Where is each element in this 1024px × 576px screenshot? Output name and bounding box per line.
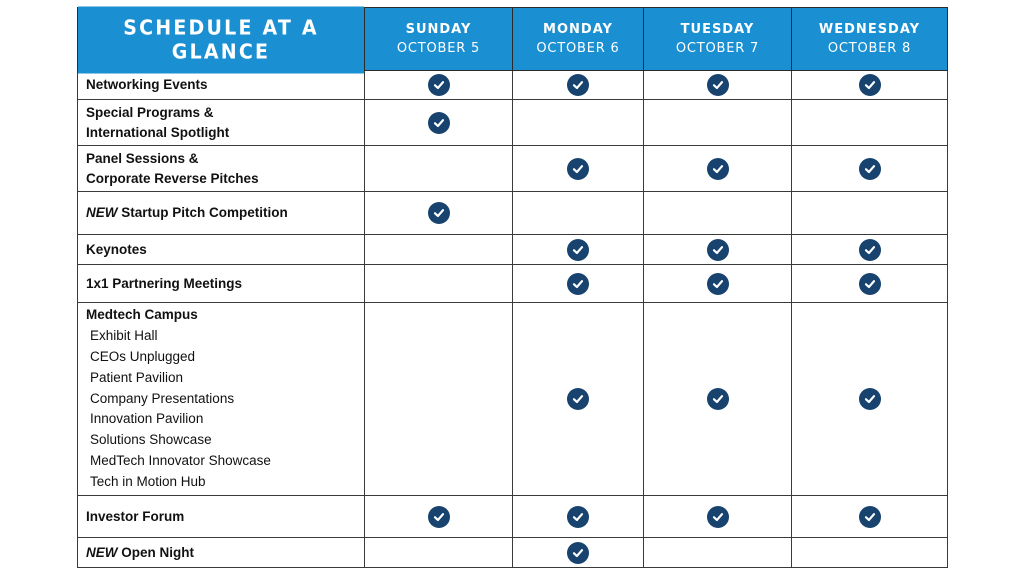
sub-item: MedTech Innovator Showcase (90, 452, 271, 468)
activity-title: Networking Events (86, 77, 208, 92)
day-cell (365, 192, 513, 235)
table-row (78, 538, 948, 568)
check-circle-icon (707, 239, 729, 261)
new-tag: NEW (86, 544, 118, 560)
day-header-monday (513, 8, 644, 71)
check-circle-icon (707, 388, 729, 410)
day-cell (644, 265, 792, 303)
day-cell (792, 192, 948, 235)
check-circle-icon (707, 158, 729, 180)
day-cell (513, 71, 644, 100)
check-circle-icon (567, 542, 589, 564)
check-circle-icon (859, 239, 881, 261)
day-cell (644, 496, 792, 538)
activity-label (78, 235, 365, 265)
activity-title: International Spotlight (86, 124, 230, 140)
day-cell (644, 146, 792, 192)
header-row (78, 8, 948, 71)
sub-item: Innovation Pavilion (90, 411, 204, 427)
day-cell (644, 192, 792, 235)
schedule-title: SCHEDULE AT A GLANCE (78, 5, 365, 73)
day-cell (792, 265, 948, 303)
check-circle-icon (428, 506, 450, 528)
day-date: OCTOBER 6 (536, 41, 620, 56)
activity-label (78, 303, 365, 496)
day-cell (365, 496, 513, 538)
activity-label (78, 146, 365, 192)
check-circle-icon (428, 74, 450, 96)
check-circle-icon (859, 388, 881, 410)
check-circle-icon (859, 273, 881, 295)
sub-item: Company Presentations (90, 390, 235, 406)
table-row (78, 192, 948, 235)
activity-label (78, 100, 365, 146)
activity-title: Investor Forum (86, 508, 185, 524)
check-circle-icon (707, 273, 729, 295)
activity-title: 1x1 Partnering Meetings (86, 275, 243, 291)
day-name: MONDAY (543, 22, 613, 37)
check-circle-icon (859, 506, 881, 528)
day-cell (365, 71, 513, 100)
check-circle-icon (567, 74, 589, 96)
activity-title: Medtech Campus (86, 307, 198, 323)
activity-label (78, 71, 365, 100)
day-cell (792, 303, 948, 496)
check-circle-icon (428, 202, 450, 224)
new-tag: NEW (86, 205, 118, 220)
activity-title: Open Night (117, 544, 194, 560)
schedule-body (78, 71, 948, 568)
day-cell (792, 71, 948, 100)
day-cell (644, 235, 792, 265)
day-cell (365, 235, 513, 265)
table-row (78, 100, 948, 146)
day-cell (792, 496, 948, 538)
sub-item: Solutions Showcase (90, 432, 212, 448)
day-cell (513, 303, 644, 496)
day-cell (513, 235, 644, 265)
activity-label (78, 538, 365, 568)
activity-label (78, 192, 365, 235)
check-circle-icon (859, 74, 881, 96)
day-cell (365, 146, 513, 192)
day-date: OCTOBER 8 (827, 41, 912, 56)
activity-title: Keynotes (86, 241, 147, 257)
day-cell (513, 538, 644, 568)
activity-title: Panel Sessions & (86, 150, 199, 166)
check-circle-icon (707, 506, 729, 528)
sub-item: CEOs Unplugged (90, 349, 196, 364)
activity-label (78, 265, 365, 303)
day-name: SUNDAY (405, 22, 472, 37)
activity-title: Special Programs & (86, 104, 214, 120)
day-cell (365, 538, 513, 568)
day-cell (644, 100, 792, 146)
table-row (78, 71, 948, 100)
day-cell (792, 100, 948, 146)
day-date: OCTOBER 7 (675, 41, 760, 56)
day-cell (644, 538, 792, 568)
sub-item: Patient Pavilion (90, 369, 184, 385)
check-circle-icon (567, 239, 589, 261)
day-cell (513, 100, 644, 146)
activity-label (78, 496, 365, 538)
day-cell (365, 265, 513, 303)
day-cell (644, 71, 792, 100)
day-cell (365, 303, 513, 496)
day-header-wednesday (792, 8, 948, 71)
check-circle-icon (567, 273, 589, 295)
day-header-sunday (365, 8, 513, 71)
sub-item: Exhibit Hall (90, 328, 158, 344)
day-cell (792, 538, 948, 568)
table-row (78, 496, 948, 538)
table-row (78, 265, 948, 303)
day-cell (513, 146, 644, 192)
day-cell (513, 496, 644, 538)
day-cell (792, 235, 948, 265)
day-header-tuesday (644, 8, 792, 71)
day-cell (513, 192, 644, 235)
day-cell (644, 303, 792, 496)
schedule-table (77, 7, 948, 568)
check-circle-icon (428, 112, 450, 134)
day-name: TUESDAY (680, 22, 755, 37)
day-date: OCTOBER 5 (396, 41, 481, 56)
day-name: WEDNESDAY (818, 22, 921, 37)
check-circle-icon (567, 506, 589, 528)
table-row (78, 303, 948, 496)
day-cell (792, 146, 948, 192)
check-circle-icon (707, 74, 729, 96)
table-row (78, 146, 948, 192)
check-circle-icon (567, 388, 589, 410)
day-cell (365, 100, 513, 146)
day-cell (513, 265, 644, 303)
table-row (78, 235, 948, 265)
activity-title: Startup Pitch Competition (117, 205, 288, 220)
sub-item: Tech in Motion Hub (90, 473, 206, 489)
check-circle-icon (859, 158, 881, 180)
activity-title: Corporate Reverse Pitches (86, 170, 259, 186)
check-circle-icon (567, 158, 589, 180)
